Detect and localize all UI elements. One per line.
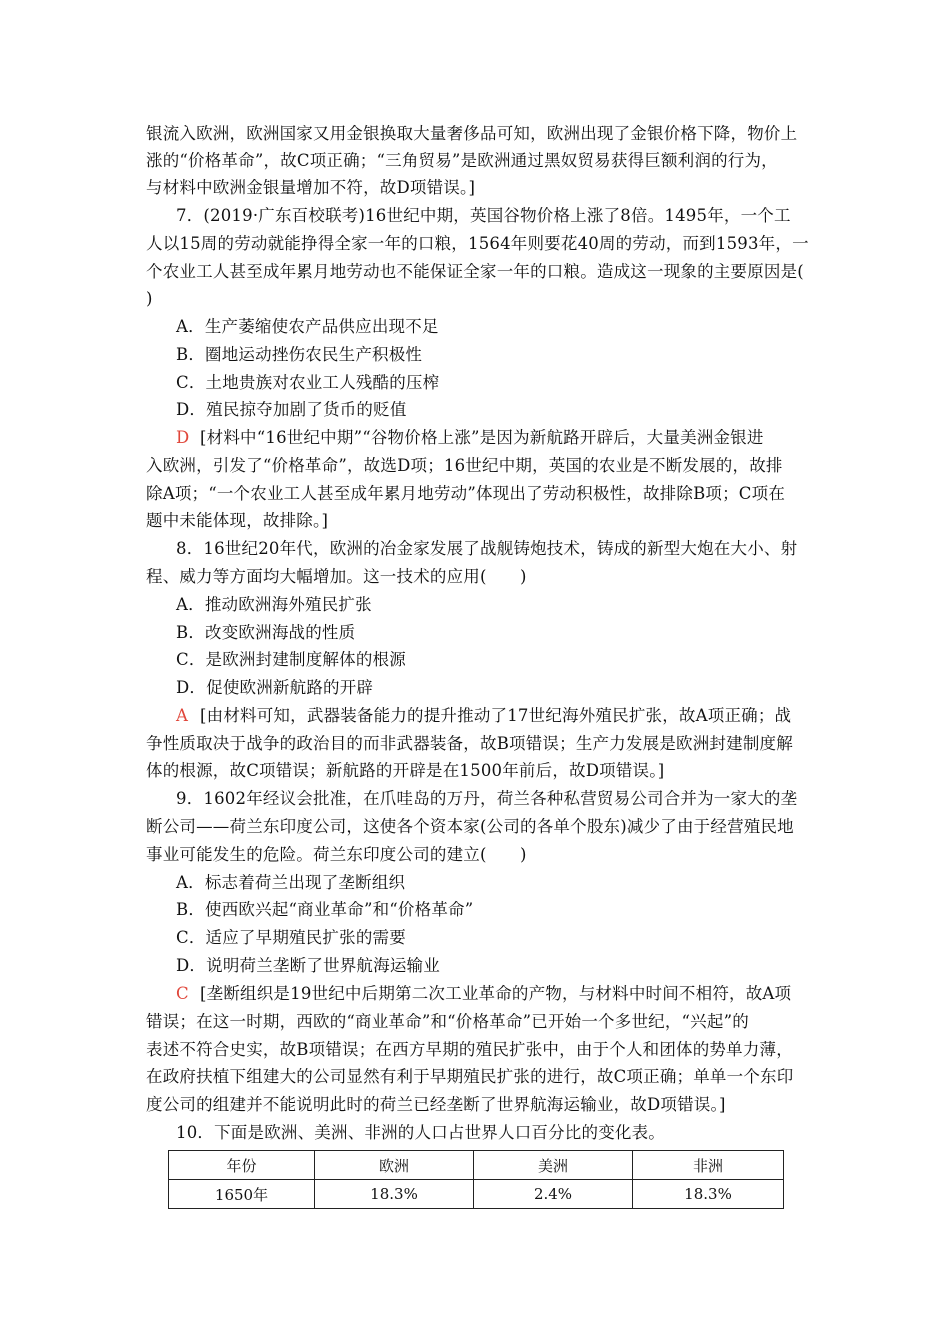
q9-stem-line: 9．1602年经议会批准，在爪哇岛的万丹，荷兰各种私营贸易公司合并为一家大的垄 bbox=[176, 789, 798, 808]
q8-stem-line: 8．16世纪20年代，欧洲的冶金家发展了战舰铸炮技术，铸成的新型大炮在大小、射 bbox=[176, 539, 798, 558]
q9-option-b: B．使西欧兴起“商业革命”和“价格革命” bbox=[176, 900, 474, 919]
q9-explanation-line: 错误；在这一时期，西欧的“商业革命”和“价格革命”已开始一个多世纪，“兴起”的 bbox=[146, 1012, 749, 1031]
q9-stem-line: 断公司——荷兰东印度公司，这使各个资本家(公司的各单个股东)减少了由于经营殖民地 bbox=[146, 817, 794, 836]
q9-option-a: A．标志着荷兰出现了垄断组织 bbox=[176, 873, 406, 892]
prev-explanation-line: 与材料中欧洲金银量增加不符，故D项错误。] bbox=[146, 178, 476, 197]
table-header-cell: 美洲 bbox=[474, 1151, 633, 1180]
table-header-row bbox=[169, 1151, 784, 1180]
prev-explanation-line: 涨的“价格革命”，故C项正确；“三角贸易”是欧洲通过黑奴贸易获得巨额利润的行为， bbox=[146, 151, 778, 170]
q7-option-b: B．圈地运动挫伤农民生产积极性 bbox=[176, 345, 423, 364]
population-table bbox=[168, 1150, 784, 1209]
q8-explanation-line: 体的根源，故C项错误；新航路的开辟是在1500年前后，故D项错误。] bbox=[146, 761, 665, 780]
q7-stem-line: 人以15周的劳动就能挣得全家一年的口粮，1564年则要花40周的劳动，而到1593年，一 bbox=[146, 234, 809, 253]
q9-option-c: C．适应了早期殖民扩张的需要 bbox=[176, 928, 406, 947]
q7-explanation-line: 入欧洲，引发了“价格革命”，故选D项；16世纪中期，英国的农业是不断发展的，故排 bbox=[146, 456, 783, 475]
q8-explanation-line: 争性质取决于战争的政治目的而非武器装备，故B项错误；生产力发展是欧洲封建制度解 bbox=[146, 734, 793, 753]
q8-option-c: C．是欧洲封建制度解体的根源 bbox=[176, 650, 406, 669]
q7-option-a: A．生产萎缩使农产品供应出现不足 bbox=[176, 317, 439, 336]
q8-stem-line: 程、威力等方面均大幅增加。这一技术的应用( ) bbox=[146, 567, 527, 586]
q7-option-c: C．土地贵族对农业工人残酷的压榨 bbox=[176, 373, 440, 392]
q9-explanation-line: 度公司的组建并不能说明此时的荷兰已经垄断了世界航海运输业，故D项错误。] bbox=[146, 1095, 726, 1114]
table-header-cell: 年份 bbox=[169, 1151, 315, 1180]
q10-stem-line: 10．下面是欧洲、美洲、非洲的人口占世界人口百分比的变化表。 bbox=[176, 1123, 665, 1142]
q8-option-b: B．改变欧洲海战的性质 bbox=[176, 623, 356, 642]
q8-option-d: D．促使欧洲新航路的开辟 bbox=[176, 678, 374, 697]
q7-option-d: D．殖民掠夺加剧了货币的贬值 bbox=[176, 400, 407, 419]
table-cell: 1650年 bbox=[169, 1180, 315, 1209]
q9-explanation-line: 在政府扶植下组建大的公司显然有利于早期殖民扩张的进行，故C项正确；单单一个东印 bbox=[146, 1067, 794, 1086]
q7-explanation-line: 除A项；“一个农业工人甚至成年累月地劳动”体现出了劳动积极性，故排除B项；C项在 bbox=[146, 484, 786, 503]
q7-answer-letter: D bbox=[176, 428, 190, 447]
q9-explanation-line: [垄断组织是19世纪中后期第二次工业革命的产物，与材料中时间不相符，故A项 bbox=[200, 984, 792, 1003]
table-row bbox=[169, 1180, 784, 1209]
q7-explanation-line: [材料中“16世纪中期”“谷物价格上涨”是因为新航路开辟后，大量美洲金银进 bbox=[200, 428, 764, 447]
q9-answer-letter: C bbox=[176, 984, 189, 1003]
table-cell: 18.3% bbox=[633, 1180, 784, 1209]
q9-option-d: D．说明荷兰垄断了世界航海运输业 bbox=[176, 956, 440, 975]
q7-stem-line: 7．(2019·广东百校联考)16世纪中期，英国谷物价格上涨了8倍。1495年，一个工 bbox=[176, 206, 791, 225]
q8-option-a: A．推动欧洲海外殖民扩张 bbox=[176, 595, 372, 614]
q9-stem-line: 事业可能发生的危险。荷兰东印度公司的建立( ) bbox=[146, 845, 527, 864]
q8-explanation-line: [由材料可知，武器装备能力的提升推动了17世纪海外殖民扩张，故A项正确；战 bbox=[200, 706, 792, 725]
q9-explanation-line: 表述不符合史实，故B项错误；在西方早期的殖民扩张中，由于个人和团体的势单力薄， bbox=[146, 1040, 793, 1059]
table-cell: 18.3% bbox=[315, 1180, 474, 1209]
table-header-cell: 欧洲 bbox=[315, 1151, 474, 1180]
q7-stem-line: 个农业工人甚至成年累月地劳动也不能保证全家一年的口粮。造成这一现象的主要原因是( bbox=[146, 262, 804, 281]
table-cell: 2.4% bbox=[474, 1180, 633, 1209]
prev-explanation-line: 银流入欧洲，欧洲国家又用金银换取大量奢侈品可知，欧洲出现了金银价格下降，物价上 bbox=[146, 124, 798, 143]
q8-answer-letter: A bbox=[176, 706, 189, 725]
q7-explanation-line: 题中未能体现，故排除。] bbox=[146, 511, 329, 530]
table-header-cell: 非洲 bbox=[633, 1151, 784, 1180]
q7-stem-line: ) bbox=[146, 289, 153, 308]
